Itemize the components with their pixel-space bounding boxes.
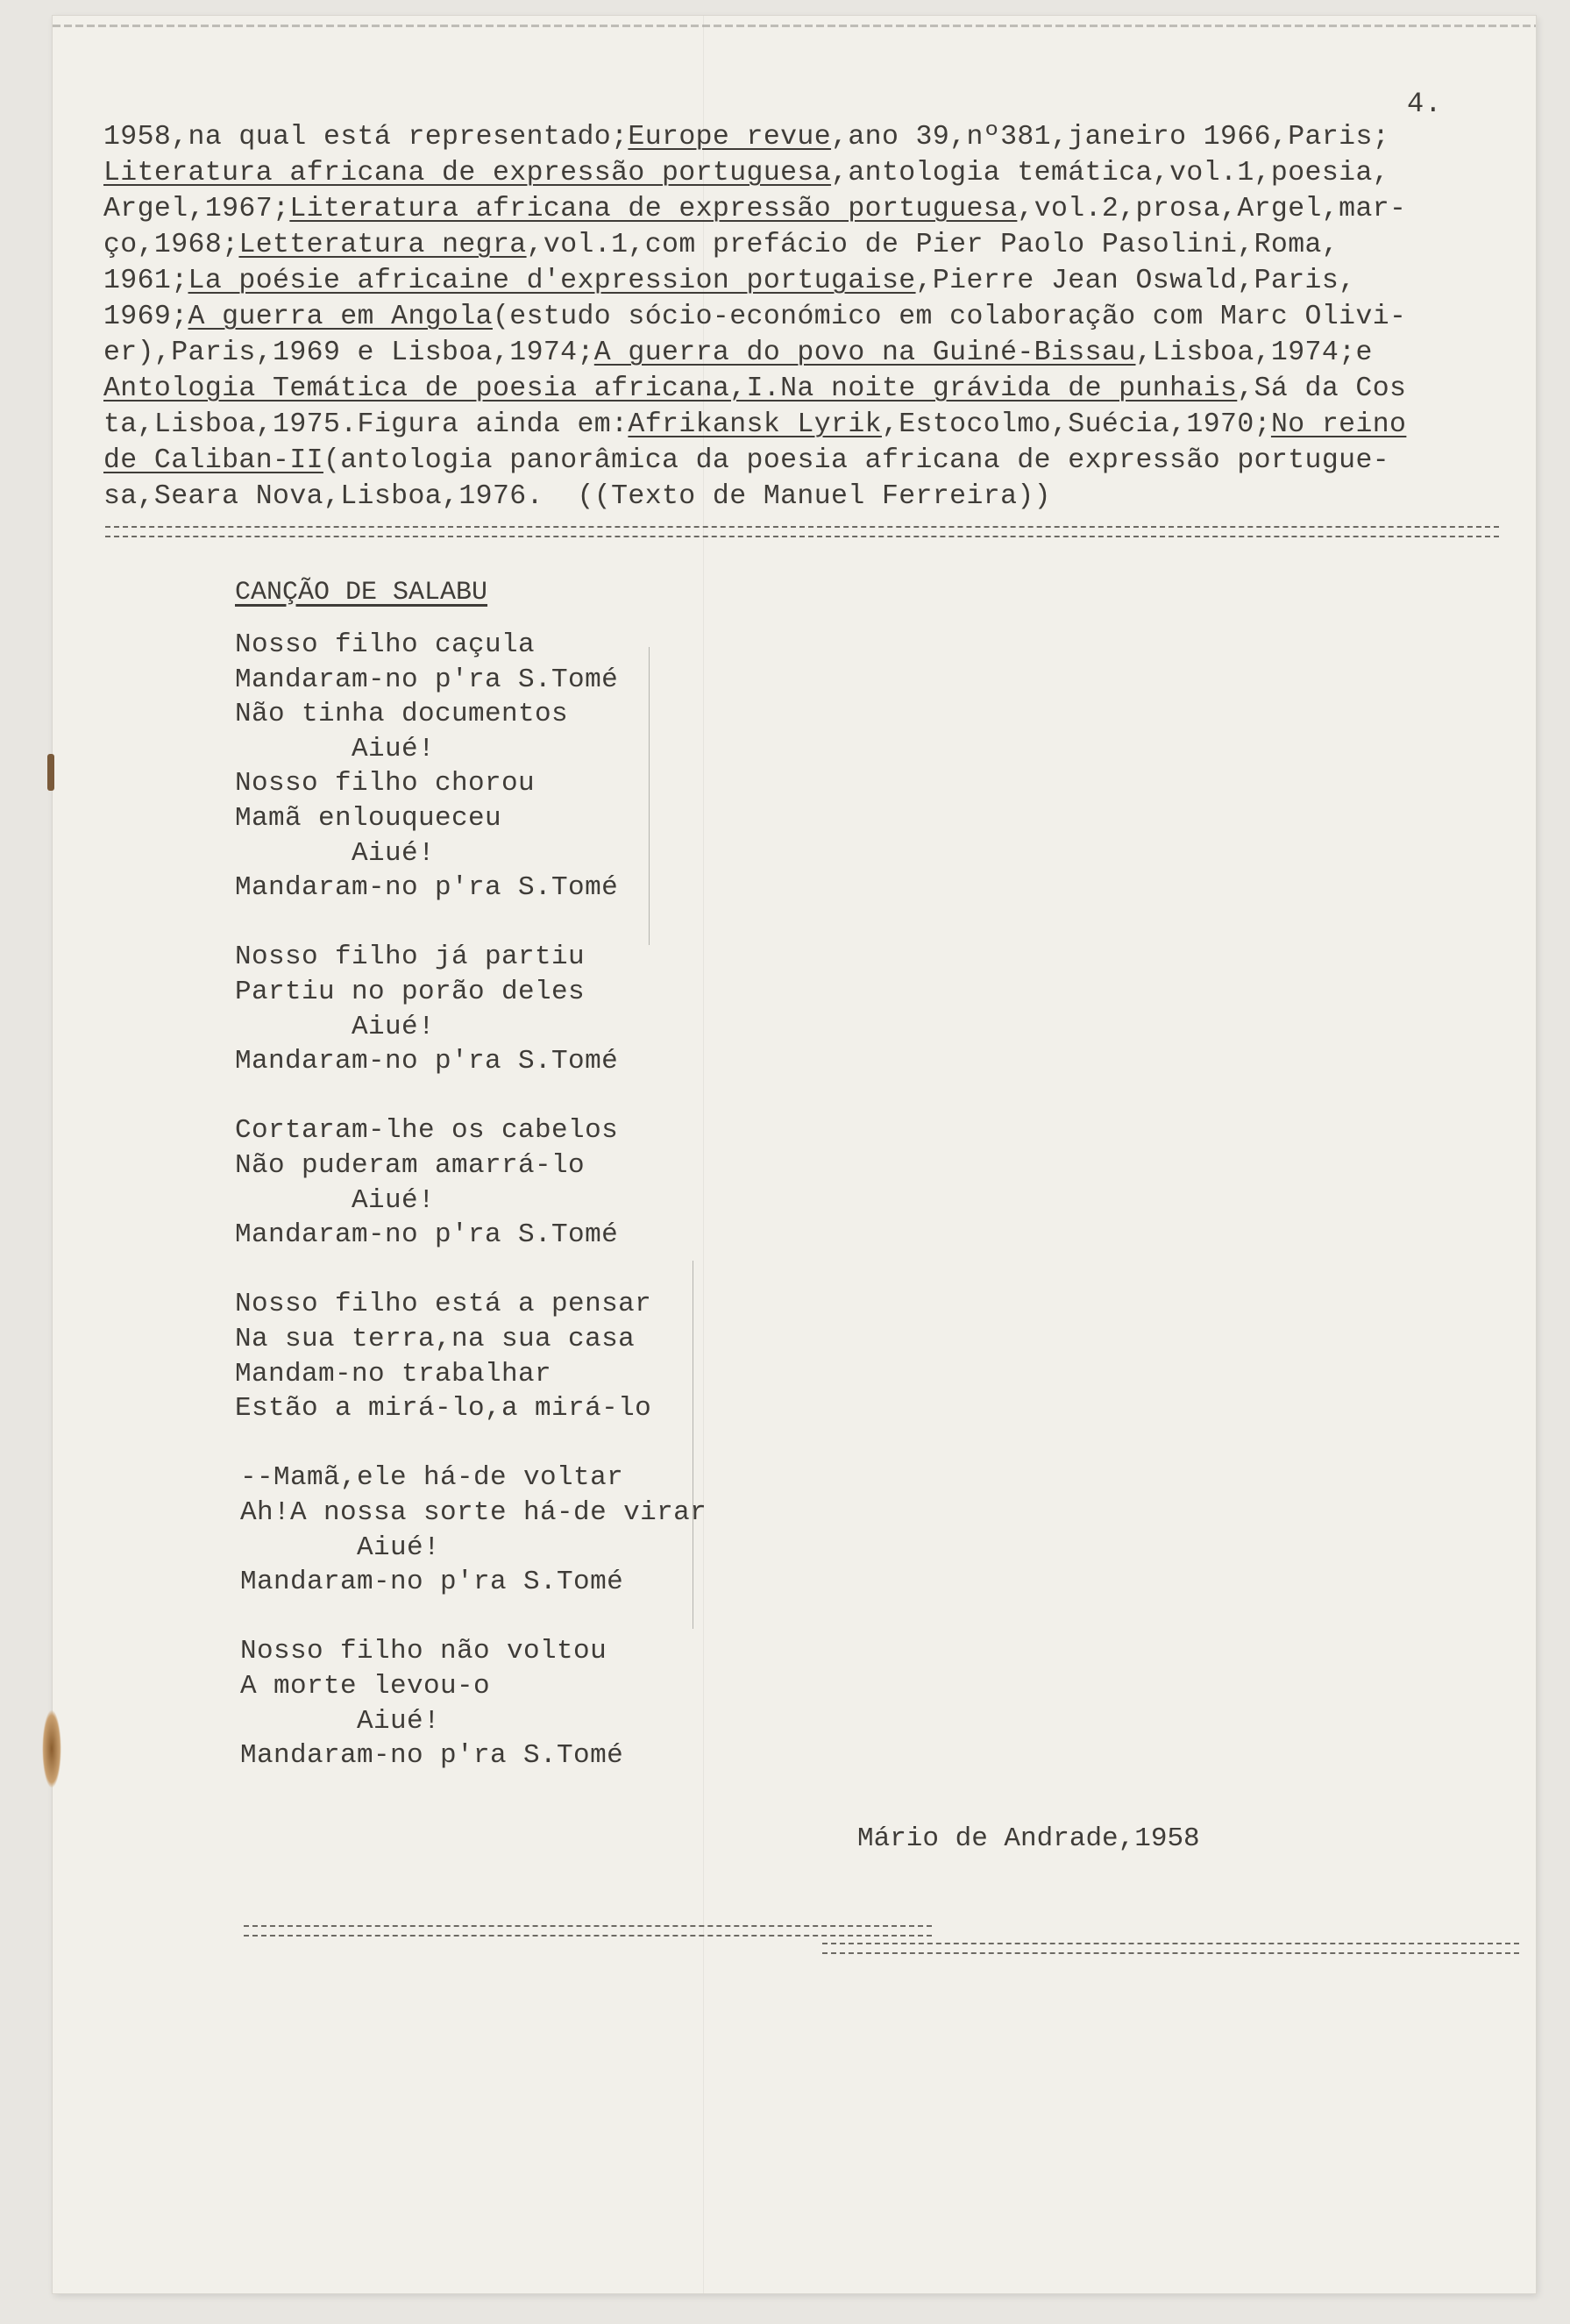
text-run: ,ano 39,nº381,janeiro 1966,Paris; [831, 122, 1390, 153]
bibliography-line [103, 371, 1406, 407]
bibliography-line [103, 119, 1406, 155]
underlined-title: A guerra do povo na Guiné-Bissau [593, 338, 1136, 368]
poem-line: Nosso filho chorou [235, 768, 536, 800]
poem-line: A morte levou-o [240, 1671, 491, 1702]
text-run: sa,Seara Nova,Lisboa,1976. ((Texto de Manuel Ferreira)) [103, 481, 1051, 512]
text-run: ço,1968; [103, 230, 239, 260]
bibliography-line [103, 155, 1406, 191]
text-run: ,antologia temática,vol.1,poesia, [831, 158, 1390, 188]
poem-line: Partiu no porão deles [235, 977, 586, 1007]
poem-line: Aiué! [235, 733, 436, 764]
underlined-title: Europe revue [628, 122, 832, 153]
poem-line: Mandaram-no p'ra S.Tomé [240, 1567, 624, 1598]
underlined-title: La poésie africaine d'expression portugaise [188, 266, 916, 296]
text-run: Argel,1967; [103, 194, 290, 224]
rust-stain [42, 1709, 61, 1788]
bibliography-line [103, 443, 1406, 479]
text-run: ,vol.2,prosa,Argel,mar- [1017, 194, 1407, 224]
text-run: ta,Lisboa,1975.Figura ainda em: [103, 409, 629, 440]
poem-line: Aiué! [240, 1532, 441, 1563]
poem-line: Mandaram-no p'ra S.Tomé [235, 872, 619, 904]
document-page [53, 16, 1536, 2293]
underlined-title: No reino [1270, 409, 1407, 440]
separator-rule-bottom-right [822, 1943, 1519, 1954]
bibliography-paragraph [103, 119, 1406, 515]
underlined-title: de Caliban-II [103, 445, 323, 476]
poem-line: Mandaram-no p'ra S.Tomé [235, 1219, 619, 1251]
poem-line: Não puderam amarrá-lo [235, 1150, 586, 1181]
poem-line: Cortaram-lhe os cabelos [235, 1115, 619, 1147]
text-run: ,Pierre Jean Oswald,Paris, [915, 266, 1356, 296]
bibliography-line [103, 191, 1406, 227]
text-run: ,Lisboa,1974;e [1135, 338, 1373, 368]
text-run: ,Sá da Cos [1237, 373, 1407, 404]
bibliography-line [103, 227, 1406, 263]
poem-line: Mandaram-no p'ra S.Tomé [235, 1046, 619, 1077]
underlined-title: Antologia Temática de poesia africana,I.Na noite grávida de punhais [103, 373, 1238, 404]
page-number: 4. [1407, 88, 1443, 120]
poem-line: --Mamã,ele há-de voltar [240, 1462, 624, 1494]
poem-line: Aiué! [240, 1705, 441, 1737]
poem-line: Nosso filho caçula [235, 629, 536, 660]
text-run: 1969; [103, 302, 188, 332]
poem-title: CANÇÃO DE SALABU [235, 578, 488, 608]
text-run: 1958,na qual está representado; [103, 122, 629, 153]
underlined-title: Literatura africana de expressão portuguesa [103, 158, 832, 188]
bibliography-line [103, 479, 1406, 515]
bibliography-line [103, 335, 1406, 371]
poem-line: Não tinha documentos [235, 699, 569, 730]
poem-line: Mamã enlouqueceu [235, 803, 502, 834]
text-run: ,vol.1,com prefácio de Pier Paolo Pasolini,Roma, [526, 230, 1339, 260]
text-run: (antologia panorâmica da poesia africana de expressão portugue- [323, 445, 1390, 476]
paper-stain [47, 754, 54, 791]
bibliography-line [103, 407, 1406, 443]
text-run: ,Estocolmo,Suécia,1970; [881, 409, 1271, 440]
separator-rule-top [105, 526, 1499, 537]
poem-line: Mandaram-no p'ra S.Tomé [235, 664, 619, 695]
underlined-title: Afrikansk Lyrik [628, 409, 882, 440]
poem-line: Nosso filho já partiu [235, 942, 586, 973]
separator-rule-bottom-left [244, 1925, 932, 1937]
poem-line: Nosso filho não voltou [240, 1636, 607, 1667]
underlined-title: A guerra em Angola [188, 302, 493, 332]
poem-line: Aiué! [235, 1184, 436, 1216]
poem-line: Estão a mirá-lo,a mirá-lo [235, 1393, 652, 1425]
bibliography-line [103, 299, 1406, 335]
text-run: 1961; [103, 266, 188, 296]
text-run: er),Paris,1969 e Lisboa,1974; [103, 338, 594, 368]
margin-mark [649, 647, 650, 945]
top-edge-dashes [53, 25, 1536, 27]
poem-line: Aiué! [235, 1011, 436, 1042]
bibliography-line [103, 263, 1406, 299]
poem-line: Mandam-no trabalhar [235, 1358, 552, 1389]
underlined-title: Literatura africana de expressão portuguesa [289, 194, 1018, 224]
signature: Mário de Andrade,1958 [857, 1823, 1200, 1854]
poem-line: Aiué! [235, 837, 436, 869]
poem-line: Nosso filho está a pensar [235, 1289, 652, 1320]
text-run: (estudo sócio-económico em colaboração com Marc Olivi- [492, 302, 1407, 332]
underlined-title: Letteratura negra [238, 230, 527, 260]
poem-line: Ah!A nossa sorte há-de virar [240, 1497, 707, 1528]
poem-line: Mandaram-no p'ra S.Tomé [240, 1740, 624, 1772]
poem-line: Na sua terra,na sua casa [235, 1324, 636, 1354]
